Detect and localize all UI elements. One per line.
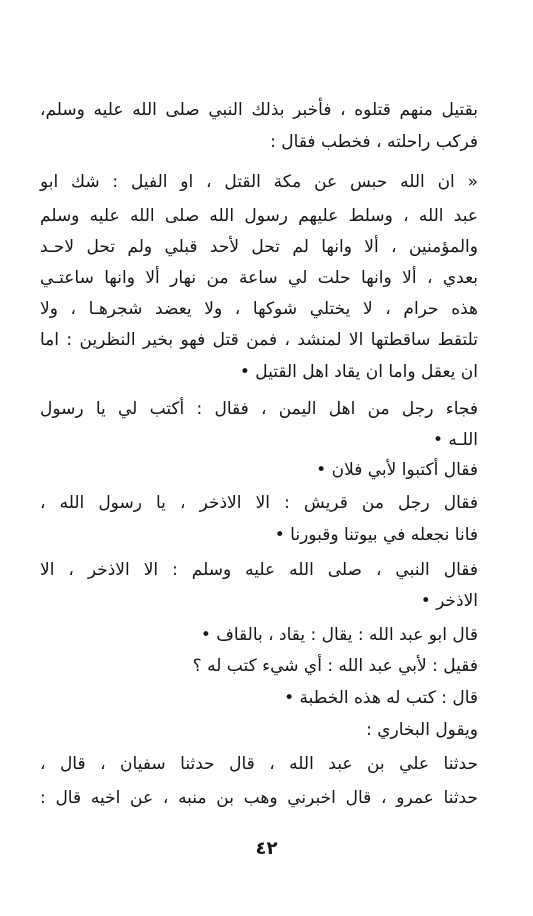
text-line-10: فجاء رجل من اهل اليمن ، فقال : أكتب لي يا رسول — [40, 399, 478, 419]
text-line-12: فقال أكتبوا لأبي فلان • — [316, 460, 478, 480]
text-line-19: قال : كتب له هذه الخطبة • — [284, 688, 478, 708]
text-line-7: هذه حرام ، لا يختلي شوكها ، ولا يعضد شجرهـا ، ولا — [40, 299, 478, 319]
text-line-14: فانا نجعله في بيوتنا وقبورنا • — [274, 525, 478, 545]
text-line-4: عبد الله ، وسلط عليهم رسول الله صلى الله عليه وسلم — [40, 206, 478, 226]
text-line-8: تلتقط ساقطتها الا لمنشد ، فمن قتل فهو بخير النظرين : اما — [40, 330, 478, 350]
text-line-1: بقتيل منهم قتلوه ، فأخبر بذلك النبي صلى الله عليه وسلم، — [40, 100, 478, 120]
text-line-21: حدثنا علي بن عبد الله ، قال حدثنا سفيان ، قال ، — [40, 754, 478, 774]
text-line-11: اللـه • — [432, 430, 478, 450]
text-line-5: والمؤمنين ، ألا وانها لم تحل لأحد قبلي ولم تحل لاحـد — [40, 237, 478, 257]
text-line-2: فركب راحلته ، فخطب فقال : — [270, 132, 478, 152]
text-line-6: بعدي ، ألا وانها حلت لي ساعة من نهار ألا وانها ساعتـي — [40, 268, 478, 288]
text-line-15: فقال النبي ، صلى الله عليه وسلم : الا الاذخر ، الا — [40, 560, 478, 580]
page-number: ٤٢ — [255, 838, 278, 859]
text-line-9: ان يعقل واما ان يقاد اهل القتيل • — [239, 362, 478, 382]
text-line-22: حدثنا عمرو ، قال اخبرني وهب بن منبه ، عن اخيه قال : — [40, 788, 478, 808]
text-line-16: الاذخر • — [420, 591, 478, 611]
text-line-17: قال ابو عبد الله : يقال : يقاد ، بالقاف • — [200, 625, 478, 645]
text-line-13: فقال رجل من قريش : الا الاذخر ، يا رسول الله ، — [40, 493, 478, 513]
text-line-18: فقيل : لأبي عبد الله : أي شيء كتب له ؟ — [192, 656, 478, 676]
text-line-3: « ان الله حبس عن مكة القتل ، او الفيل : شك ابو — [40, 172, 478, 192]
text-line-20: ويقول البخاري : — [366, 720, 478, 740]
